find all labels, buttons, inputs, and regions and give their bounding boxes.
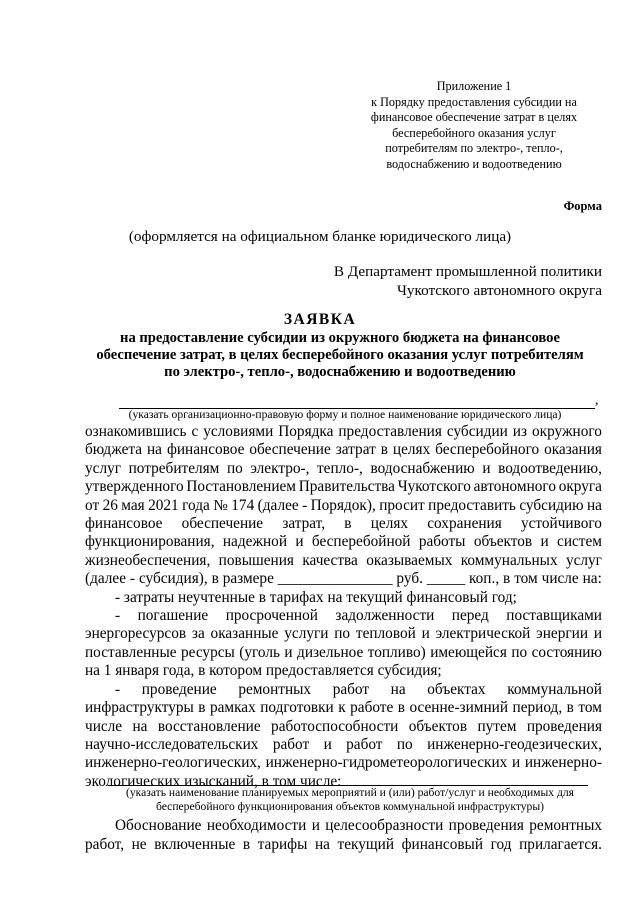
word: бюджета <box>85 441 143 459</box>
word: субсидии <box>446 423 508 440</box>
word: ремонтных <box>238 680 312 698</box>
word: тарифы <box>257 836 308 853</box>
word: № <box>213 496 228 514</box>
word: (уголь <box>239 643 280 661</box>
word: осенне-зимний <box>409 699 509 717</box>
word: период, <box>512 699 563 717</box>
word: числе <box>85 717 123 735</box>
word: услуг <box>565 551 602 569</box>
word: затрат, <box>282 515 326 533</box>
word: - <box>129 570 136 588</box>
word: коп., <box>469 570 500 588</box>
word: года <box>182 496 210 514</box>
body-line <box>85 533 602 551</box>
word: утвержденного <box>85 478 184 496</box>
word: предоставить <box>428 496 516 514</box>
word: и <box>540 533 549 551</box>
word: задолженности <box>335 607 435 625</box>
body-line <box>85 699 602 717</box>
word: и <box>593 625 602 643</box>
word: проведение <box>141 680 217 698</box>
word: путем <box>477 717 517 735</box>
word: - <box>115 607 121 625</box>
word: в <box>344 515 352 533</box>
addressee-line: Чукотского автономного округа <box>397 282 602 299</box>
word: объектов <box>473 533 533 551</box>
body-line <box>85 681 602 699</box>
word: на: <box>582 570 602 588</box>
body-line <box>85 423 602 441</box>
word: оказанные <box>210 625 279 643</box>
word: финансовый <box>401 836 484 853</box>
word: и <box>421 625 430 643</box>
word: подготовки <box>260 699 334 717</box>
word: условиями <box>203 423 274 440</box>
word: округа <box>558 478 602 496</box>
word: обеспечение <box>249 441 331 459</box>
word: объектов <box>408 717 468 735</box>
word: Порядок), <box>310 496 376 514</box>
word: жизнеобеспечения, <box>85 551 211 569</box>
word: функционирования, <box>85 533 215 551</box>
word: 26 <box>102 496 118 514</box>
body-line <box>85 718 602 736</box>
word: тепловой <box>355 625 416 643</box>
word: _______________ <box>277 570 393 588</box>
word: проведения <box>448 817 524 834</box>
word: устойчивого <box>520 515 602 533</box>
word: работ <box>346 735 383 753</box>
justification-paragraph <box>85 816 602 854</box>
appendix-line: потребителям по электро-, тепло-, <box>385 141 563 156</box>
body-line: экологических изысканий, в том числе: <box>85 772 342 790</box>
appendix-line: водоснабжению и водоотведению <box>386 156 562 171</box>
works-caption-line: (указать наименование планируемых мероприятий и (или) работ/услуг и необходимых для <box>125 786 575 799</box>
word: на <box>390 680 406 698</box>
word: на <box>132 717 148 735</box>
word: на <box>147 441 162 459</box>
word: коммунальных <box>460 551 558 569</box>
word: в <box>566 699 574 717</box>
word: Обоснование <box>115 817 202 834</box>
word: по <box>511 643 528 661</box>
word: бесперебойной <box>311 533 411 551</box>
word: повышения <box>218 551 294 569</box>
word: размере <box>222 570 274 588</box>
word: окружного <box>532 423 602 440</box>
body-line <box>85 625 602 643</box>
body-line: - затраты неучтенные в тарифах на текущий финансовый год; <box>115 588 517 606</box>
word: (далее <box>85 570 127 588</box>
word: целях <box>392 441 431 459</box>
word: числе <box>541 570 579 588</box>
word: энергии <box>536 625 589 643</box>
body-line <box>85 441 602 459</box>
word: тепло-, <box>317 459 363 477</box>
justification-line <box>85 835 602 854</box>
appendix-line: к Порядку предоставления субсидии на <box>371 94 577 109</box>
word: Чукотского <box>397 478 471 496</box>
word: целях <box>370 515 409 533</box>
word: работ <box>332 680 370 698</box>
word: работе <box>350 699 394 717</box>
word: том <box>578 699 602 717</box>
word: ознакомившись <box>85 423 187 440</box>
word: от <box>85 496 100 514</box>
word: в <box>242 836 251 853</box>
word: и <box>511 754 521 772</box>
word: на <box>586 496 602 514</box>
word: Порядка <box>278 423 334 440</box>
word: и <box>295 533 304 551</box>
appendix-reference <box>345 79 603 173</box>
word: инженерно-гидрометеорологических <box>265 754 508 772</box>
word: затрат <box>335 441 376 459</box>
subtitle-line: по электро-, тепло-, водоснабжению и водоотведению <box>164 364 516 380</box>
word: год <box>490 836 512 853</box>
word: проведения <box>526 717 602 735</box>
word: и <box>482 459 491 477</box>
word: поставленные <box>85 643 177 661</box>
word: инженерно-геодезических, <box>427 735 602 753</box>
body-line <box>85 552 602 570</box>
word: с <box>191 423 199 440</box>
word: состоянию <box>531 643 602 661</box>
word: бесперебойного <box>435 441 540 459</box>
word: субсидию <box>519 496 584 514</box>
word: в <box>397 699 406 717</box>
body-line: на 1 января года, в котором предоставляется субсидия; <box>85 662 442 680</box>
word: работы <box>418 533 466 551</box>
justification-line <box>85 816 602 835</box>
word: по <box>226 459 243 477</box>
word: коммунальной <box>507 680 602 698</box>
word: работ, <box>85 836 125 853</box>
body-line <box>85 754 602 772</box>
word: по <box>396 735 413 753</box>
word: топливо) <box>367 643 426 661</box>
word: в <box>211 570 219 588</box>
appendix-line: финансовое обеспечение затрат в целях <box>370 110 578 125</box>
word: Постановлением <box>186 478 296 496</box>
word: руб. <box>396 570 423 588</box>
appendix-line: бесперебойного оказания услуг <box>392 125 556 140</box>
works-caption-line: бесперебойного функционирования объектов коммунальной инфраструктуры) <box>156 800 544 813</box>
word: включенные <box>154 836 236 853</box>
word: оказываемых <box>366 551 453 569</box>
word: просроченной <box>225 607 318 625</box>
word: в <box>503 570 511 588</box>
word: прилагается. <box>519 836 602 853</box>
word: целесообразности <box>325 817 444 834</box>
word: систем <box>557 533 602 551</box>
word: надежной <box>222 533 288 551</box>
word: просит <box>379 496 425 514</box>
word: к <box>338 699 346 717</box>
word: ресурсы <box>181 643 235 661</box>
word: _____ <box>426 570 466 588</box>
word: обеспечение <box>181 515 264 533</box>
subtitle-line: на предоставление субсидии из окружного бюджета на финансовое <box>120 330 560 346</box>
word: и <box>284 643 293 661</box>
word: 174 <box>231 496 255 514</box>
body-line <box>85 515 602 533</box>
document-title: ЗАЯВКА <box>283 311 357 328</box>
word: потребителям <box>128 459 220 477</box>
word: на <box>314 836 330 853</box>
word: восстановление <box>157 717 261 735</box>
word: и <box>311 817 320 834</box>
word: по <box>334 625 351 643</box>
word: финансовое <box>166 441 245 459</box>
word: - <box>302 496 308 514</box>
word: оказания <box>544 441 602 459</box>
word: из <box>512 423 528 440</box>
word: субсидия), <box>138 570 208 588</box>
applicant-name-comma: , <box>595 393 599 408</box>
word: и <box>323 735 332 753</box>
word: инфраструктуры <box>85 699 194 717</box>
word: качества <box>302 551 358 569</box>
word: поставщиками <box>506 607 602 625</box>
letterhead-note: (оформляется на официальном бланке юридического лица) <box>128 228 512 245</box>
word: работ <box>272 735 310 753</box>
body-line <box>85 644 602 662</box>
word: перед <box>451 607 489 625</box>
word: в <box>380 441 388 459</box>
word: сохранения <box>427 515 502 533</box>
word: имеющейся <box>430 643 507 661</box>
word: инженерно-геологических, <box>85 754 261 772</box>
word: том <box>514 570 538 588</box>
word: услуг <box>85 459 121 477</box>
word: дизельное <box>297 643 364 661</box>
word: услуги <box>284 625 329 643</box>
appendix-line: Приложение 1 <box>436 79 512 93</box>
word: необходимости <box>206 817 307 834</box>
word: электро-, <box>250 459 310 477</box>
body-line <box>85 570 602 588</box>
word: водоснабжению <box>370 459 475 477</box>
subtitle-line: обеспечение затрат, в целях бесперебойного оказания услуг потребителям <box>96 347 584 363</box>
body-line <box>85 460 602 478</box>
word: водоотведению, <box>498 459 602 477</box>
word: объектах <box>427 680 486 698</box>
word: не <box>131 836 147 853</box>
word: 2021 <box>148 496 179 514</box>
addressee <box>334 262 602 300</box>
word: Правительства <box>298 478 395 496</box>
works-caption <box>90 786 610 814</box>
word: инженерно- <box>524 754 602 772</box>
body-line <box>85 736 602 754</box>
word: - <box>115 680 121 698</box>
word: за <box>191 625 205 643</box>
word: текущий <box>337 836 395 853</box>
application-body <box>85 423 602 791</box>
document-subtitle <box>70 330 610 381</box>
word: в <box>198 699 206 717</box>
addressee-line: В Департамент промышленной политики <box>333 263 602 280</box>
form-label: Форма <box>563 199 602 213</box>
applicant-name-caption: (указать организационно-правовую форму и полное наименование юридического лица) <box>128 408 562 421</box>
word: автономного <box>473 478 556 496</box>
word: энергоресурсов <box>85 625 187 643</box>
word: ремонтных <box>529 817 602 834</box>
word: научно-исследовательских <box>85 735 259 753</box>
word: погашение <box>137 607 209 625</box>
word: предоставления <box>338 423 442 440</box>
word: (далее <box>257 496 299 514</box>
body-line <box>85 478 602 496</box>
word: электрической <box>435 625 531 643</box>
body-line <box>85 607 602 625</box>
word: мая <box>121 496 145 514</box>
body-line <box>85 497 602 515</box>
word: рамках <box>209 699 256 717</box>
word: финансовое <box>85 515 163 533</box>
word: работоспособности <box>271 717 399 735</box>
